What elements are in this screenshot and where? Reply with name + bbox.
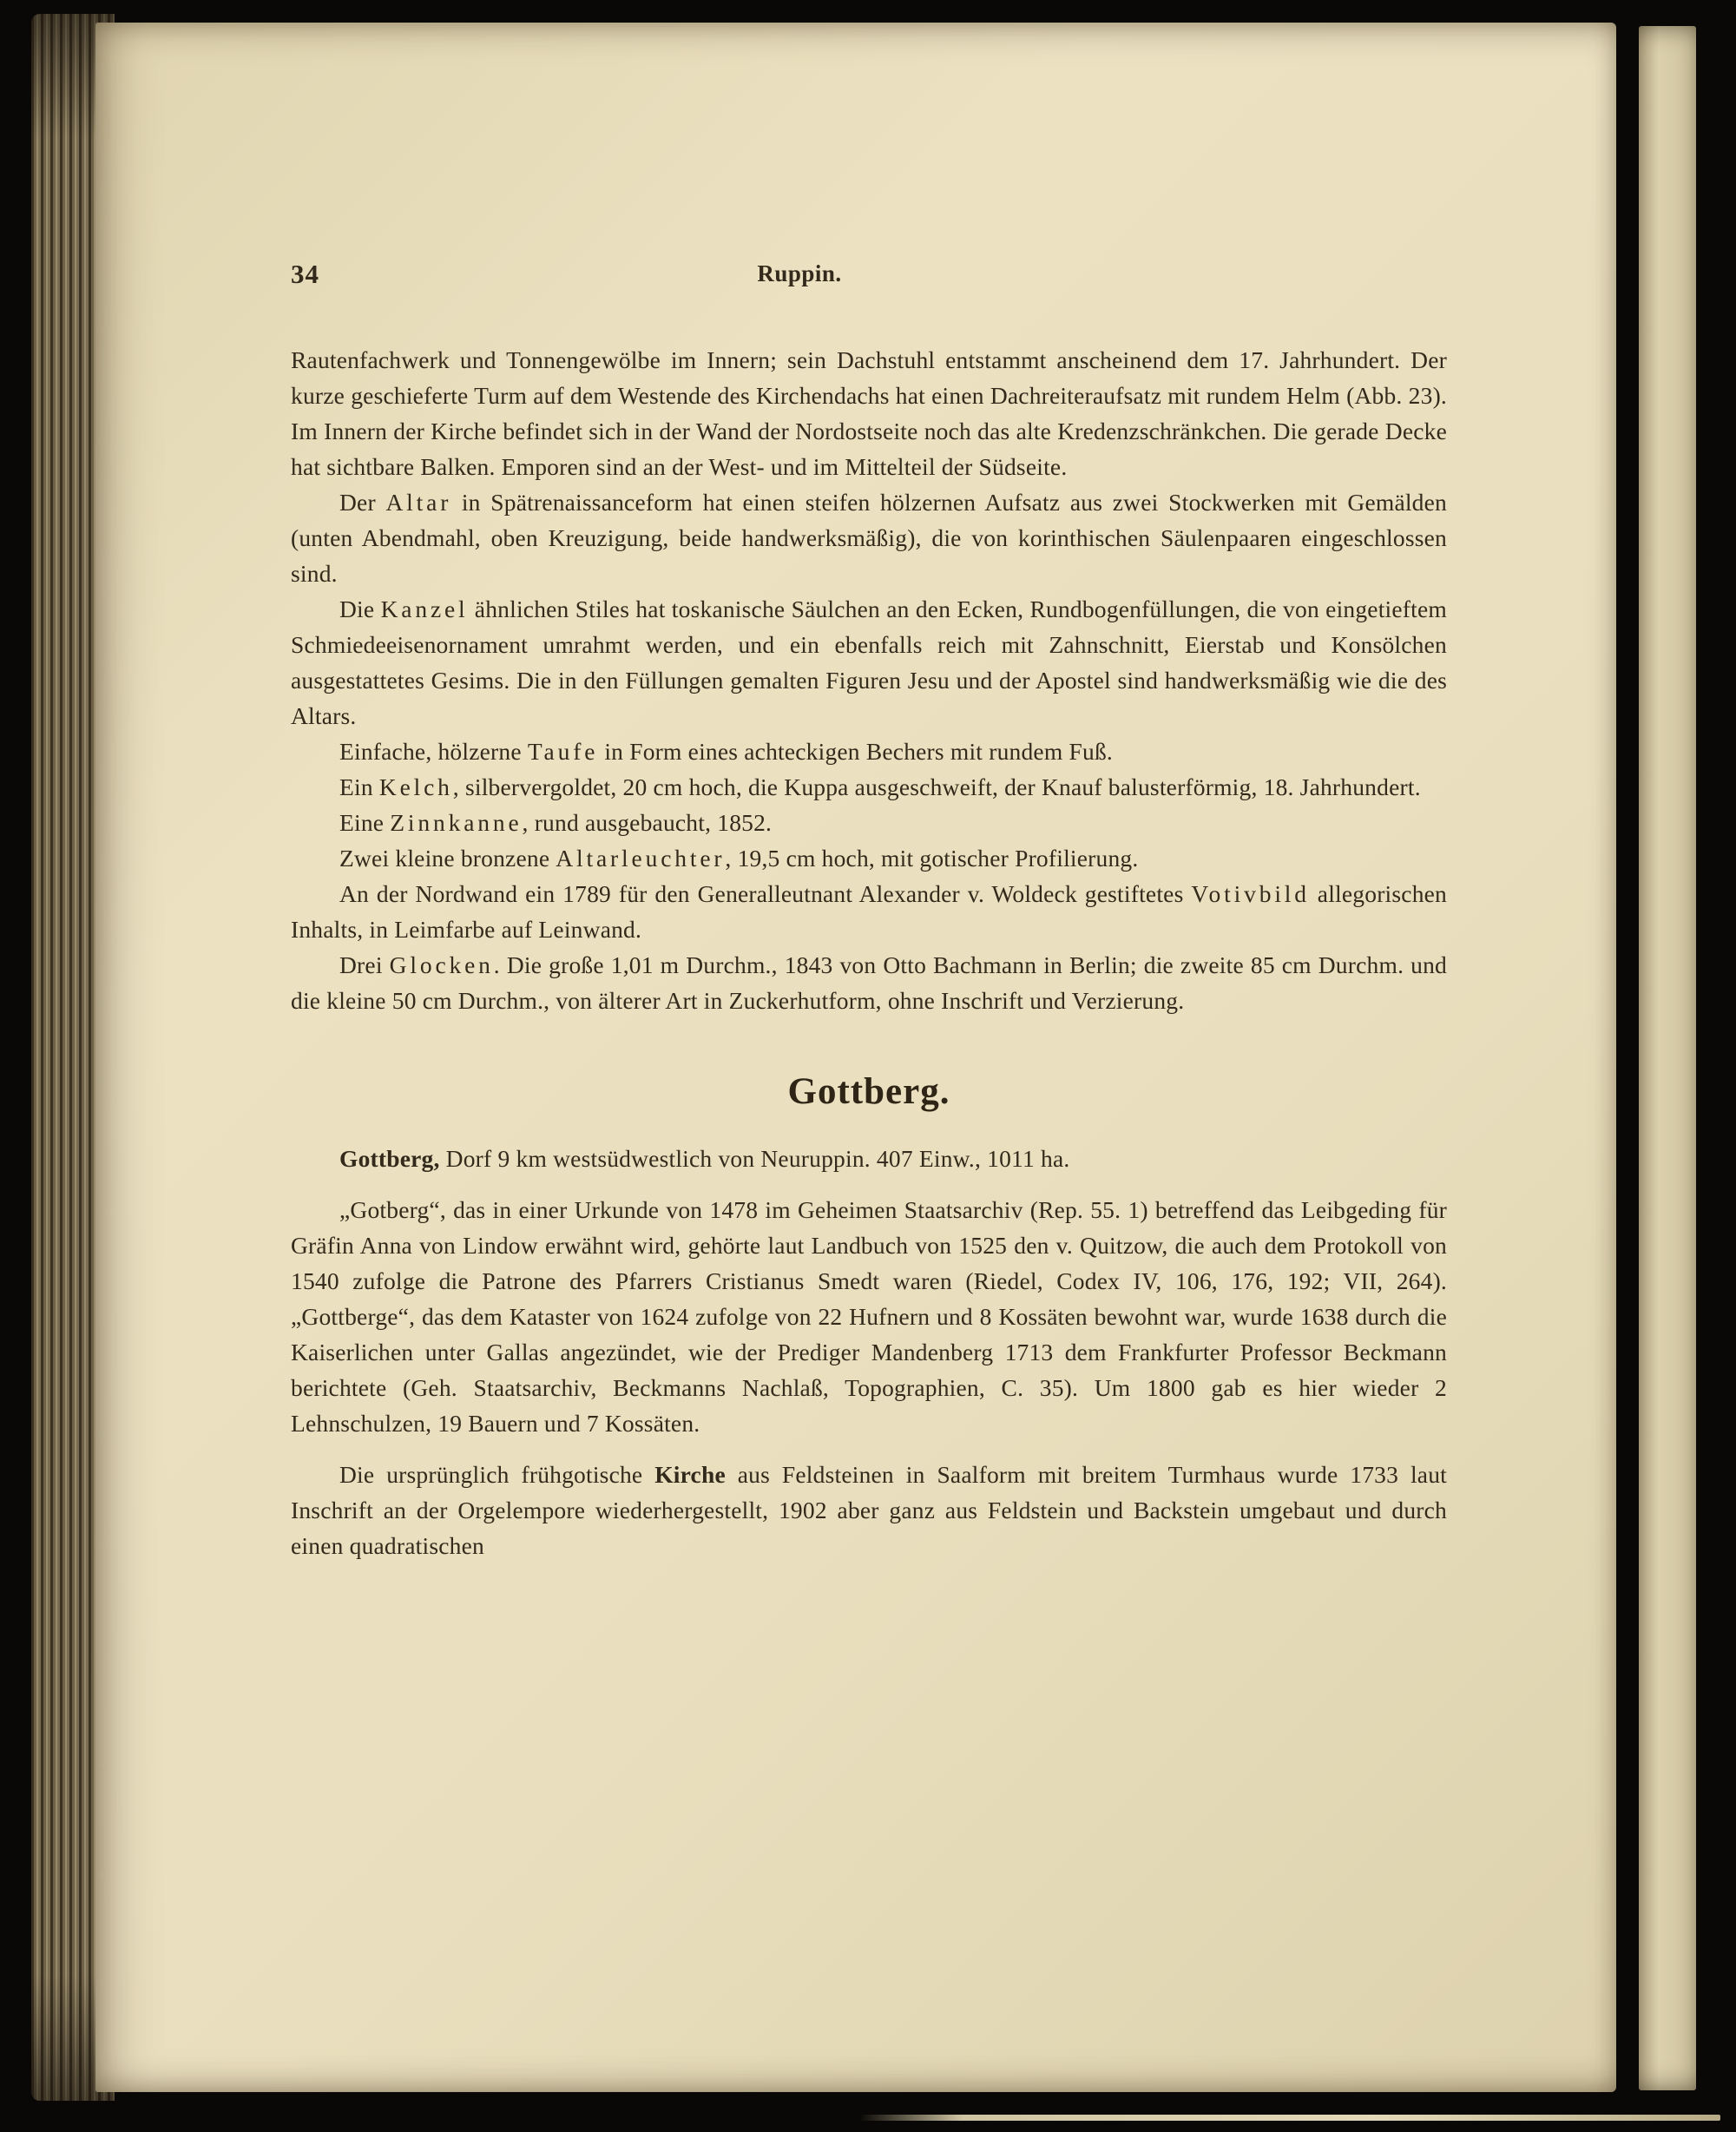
paragraph (291, 734, 1447, 769)
text-segment: in Spätrenaissanceform hat einen steifen hölzernen Aufsatz aus zwei Stockwerken mit Gemälden (unten Abendmahl, oben Kreuzigung, beide handwerksmäßig), die von korinthischen Säulenpaaren eingeschlossen sind. (291, 489, 1447, 587)
text-segment: Drei (339, 951, 390, 978)
text-segment: Gottberg, (339, 1145, 440, 1172)
text-segment: aus Feldsteinen in Saalform mit breitem Turmhaus wurde 1733 laut Inschrift an der Orgelempore wiederhergestellt, 1902 aber ganz aus Feldstein und Backstein umgebaut und durch einen quadratischen (291, 1461, 1447, 1559)
text-segment: Dorf 9 km westsüdwestlich von Neuruppin. 407 Einw., 1011 ha. (439, 1145, 1070, 1172)
text-segment: Taufe (527, 738, 599, 765)
text-segment: Zinnkanne (390, 809, 523, 836)
text-segment: , 19,5 cm hoch, mit gotischer Profilierung. (725, 845, 1139, 872)
paragraph (291, 342, 1447, 484)
text-segment: Kirche (654, 1461, 726, 1488)
text-segment: in Form eines achteckigen Bechers mit rundem Fuß. (598, 738, 1113, 765)
paragraph (291, 1141, 1447, 1176)
page-number: 34 (291, 259, 319, 289)
text-segment: An der Nordwand ein 1789 für den Generalleutnant Alexander v. Woldeck gestiftetes (339, 880, 1192, 907)
paragraph (291, 1192, 1447, 1441)
text-segment: ähnlichen Stiles hat toskanische Säulchen an den Ecken, Rundbogenfüllungen, die von eingetieftem Schmiedeeisenornament umrahmt werden, und ein ebenfalls reich mit Zahnschnitt, Eierstab und Konsölchen ausgestattetes Gesims. Die in den Füllungen gemalten Figuren Jesu und der Apostel sind handwerksmäßig wie die des Altars. (291, 596, 1447, 729)
text-segment: Altarleuchter (556, 845, 726, 872)
paragraph (291, 769, 1447, 805)
text-segment: Die ursprünglich frühgotische (339, 1461, 655, 1488)
paragraph (291, 876, 1447, 947)
text-segment: Ein (339, 773, 379, 800)
running-title: Ruppin. (757, 260, 842, 286)
text-segment: Eine (339, 809, 391, 836)
text-segment: Glocken (389, 951, 494, 978)
text-segment: Rautenfachwerk und Tonnengewölbe im Innern; sein Dachstuhl entstammt anscheinend dem 17. Jahrhundert. Der kurze geschieferte Turm auf dem Westende des Kirchendachs hat einen Dachreiteraufsatz mit rundem Helm (Abb. 23). Im Innern der Kirche befindet sich in der Wand der Nordostseite noch das alte Kredenzschränkchen. Die gerade Decke hat sichtbare Balken. Emporen sind an der West- und im Mittelteil der Südseite. (291, 346, 1447, 480)
paragraph (291, 947, 1447, 1018)
paragraph (291, 591, 1447, 734)
text-segment: Kanzel (380, 596, 469, 622)
text-segment: allegorischen Inhalts, in Leimfarbe auf Leinwand. (291, 880, 1448, 943)
page-header (291, 259, 1447, 297)
page-text (291, 342, 1447, 1563)
page-inner (95, 23, 1616, 1563)
paragraph (291, 805, 1447, 840)
text-segment: Kelch (378, 773, 453, 800)
text-segment: Einfache, hölzerne (339, 738, 528, 765)
text-segment: Zwei kleine bronzene (339, 845, 556, 872)
paragraph (291, 1457, 1447, 1563)
paragraph (291, 840, 1447, 876)
text-segment: . Die große 1,01 m Durchm., 1843 von Otto Bachmann in Berlin; die zweite 85 cm Durchm. und die kleine 50 cm Durchm., von älterer Art in Zuckerhutform, ohne Inschrift und Verzierung. (291, 951, 1447, 1014)
book-page (95, 23, 1616, 2092)
paragraph (291, 484, 1447, 591)
text-segment: „Gotberg“, das in einer Urkunde von 1478 im Geheimen Staatsarchiv (Rep. 55. 1) betreffend das Leibgeding für Gräfin Anna von Lindow erwähnt wird, gehörte laut Landbuch von 1525 den v. Quitzow, die auch dem Protokoll von 1540 zufolge die Patrone des Pfarrers Cristianus Smedt waren (Riedel, Codex IV, 106, 176, 192; VII, 264). „Gottberge“, das dem Kataster von 1624 zufolge von 22 Hufnern und 8 Kossäten bewohnt war, wurde 1638 durch die Kaiserlichen unter Gallas angezündet, wie der Prediger Mandenberg 1713 dem Frankfurter Professor Beckmann berichtete (Geh. Staatsarchiv, Beckmanns Nachlaß, Topographien, C. 35). Um 1800 gab es hier wieder 2 Lehnschulzen, 19 Bauern und 7 Kossäten. (291, 1196, 1447, 1437)
text-segment: , rund ausgebaucht, 1852. (522, 809, 773, 836)
text-segment: Die (339, 596, 381, 622)
bottom-page-edge (859, 2115, 1720, 2121)
text-segment: , silbervergoldet, 20 cm hoch, die Kuppa ausgeschweift, der Knauf balusterförmig, 18. Jahrhundert. (452, 773, 1421, 800)
section-heading: Gottberg. (787, 1071, 950, 1112)
text-segment: Votivbild (1191, 880, 1310, 907)
text-segment: Altar (385, 489, 452, 516)
text-segment: Der (339, 489, 386, 516)
adjacent-page-edge (1639, 26, 1696, 2090)
